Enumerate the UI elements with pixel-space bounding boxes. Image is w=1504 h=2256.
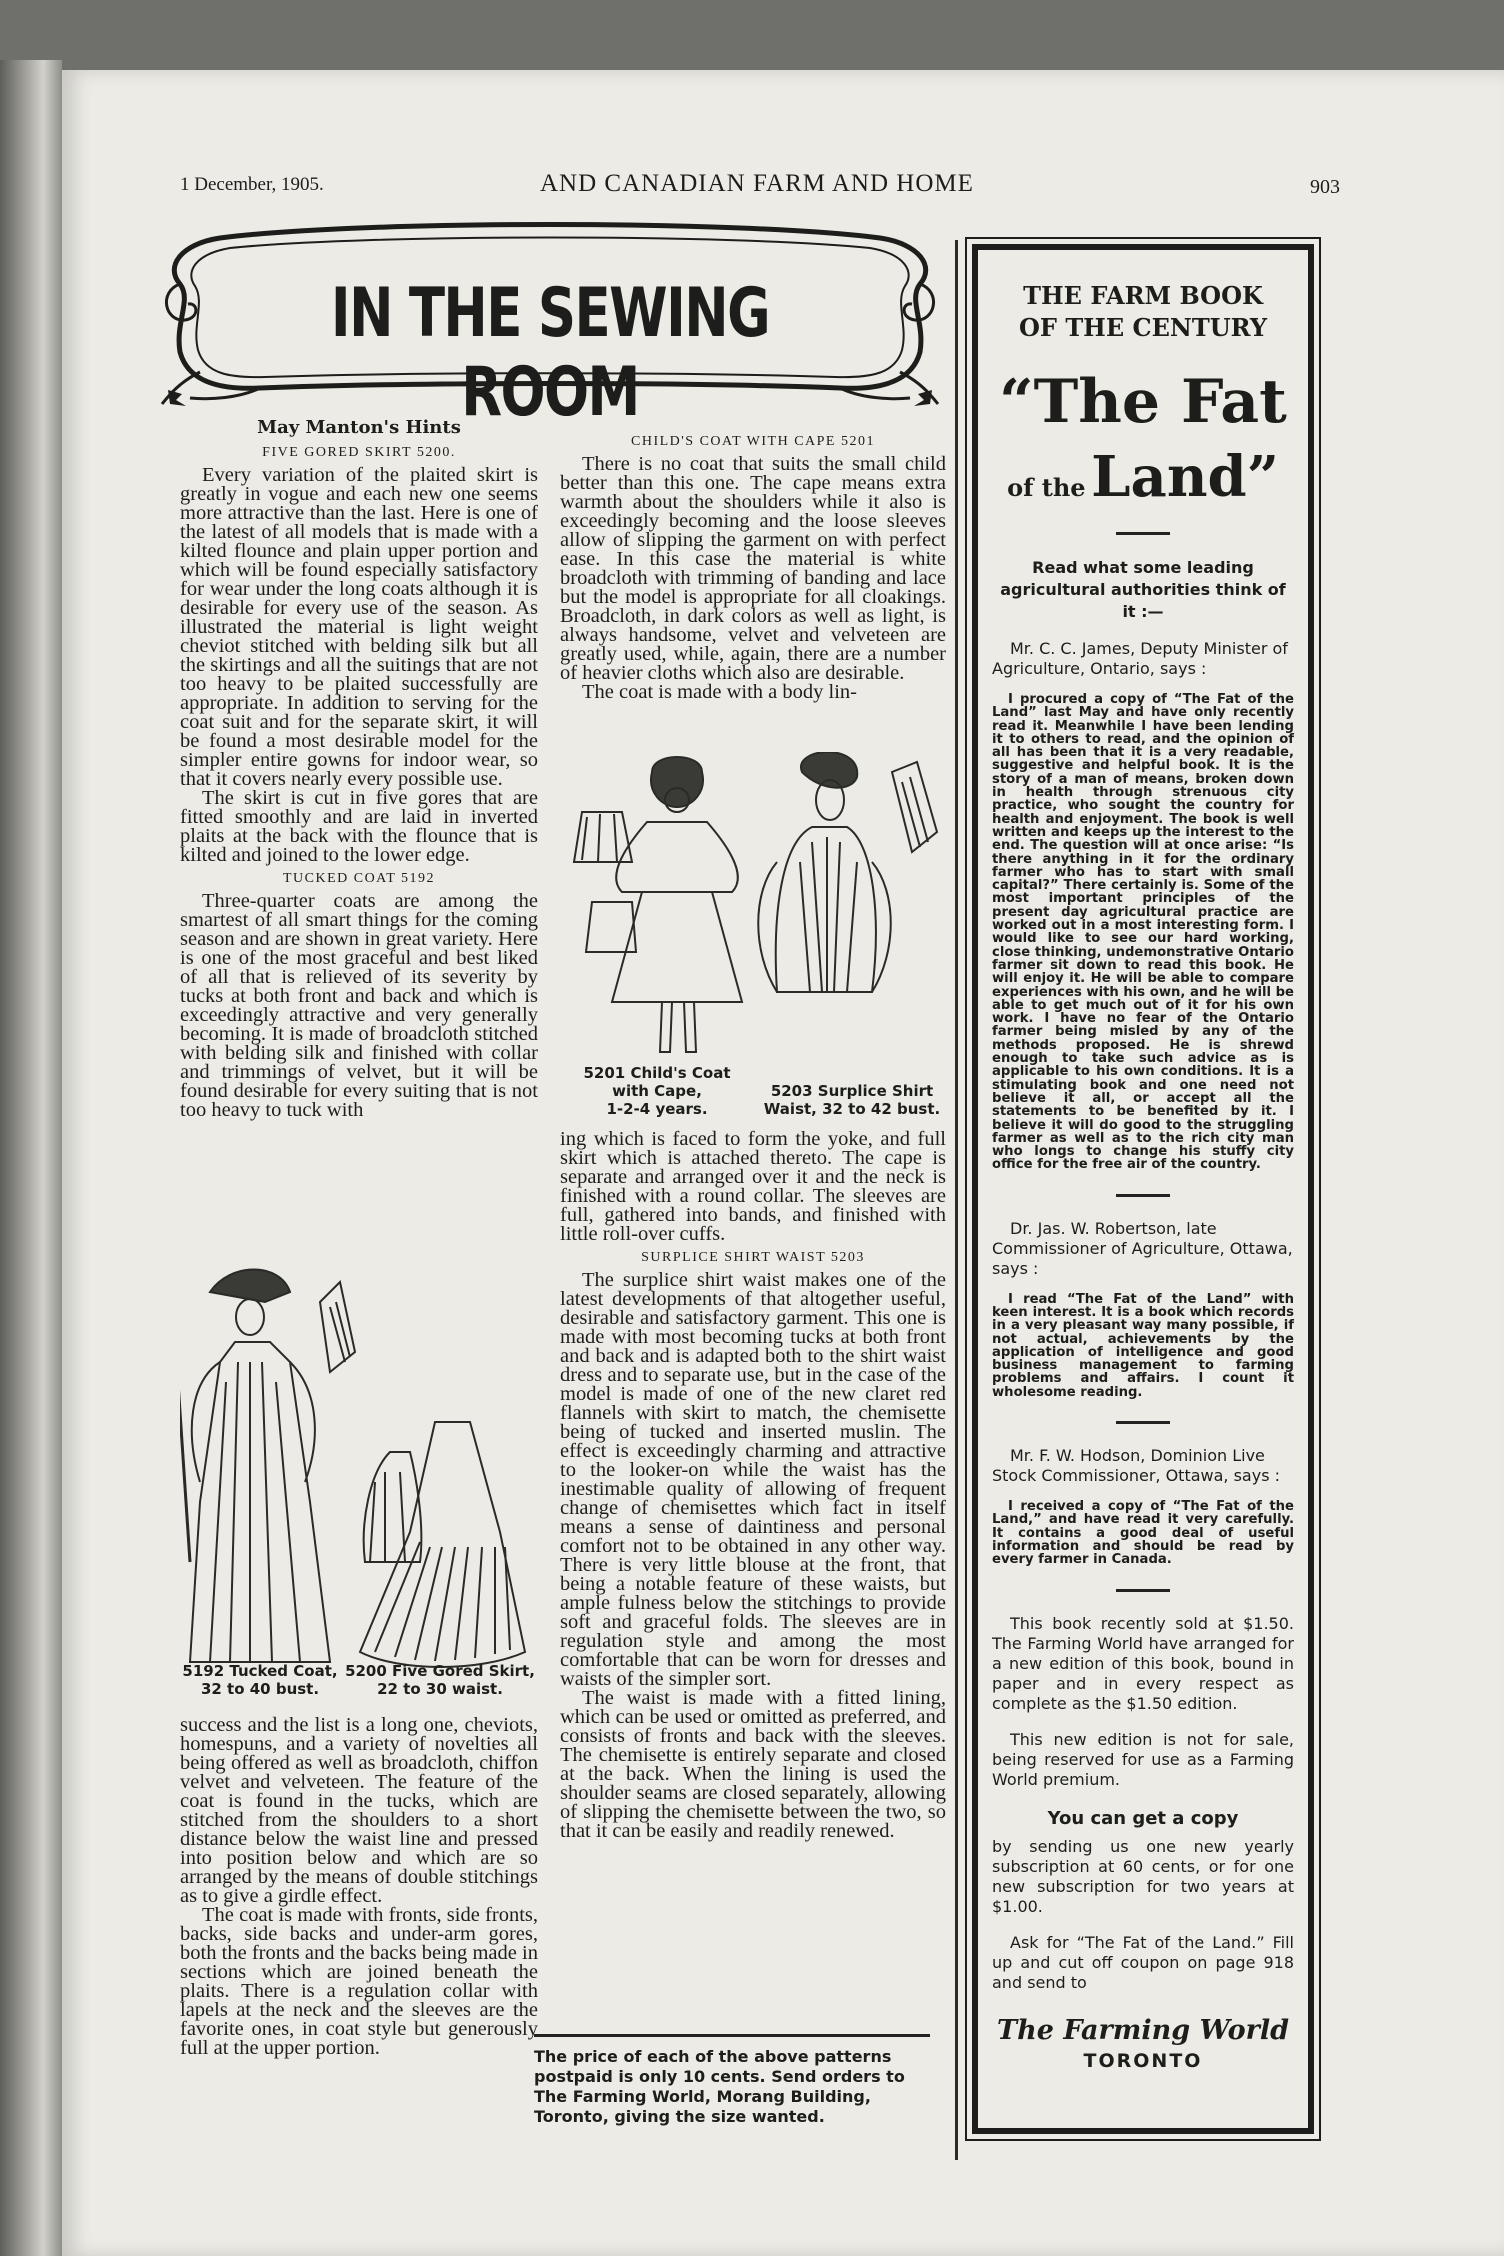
illustration-childs-coat-and-waist: [572, 752, 952, 1122]
publisher-city: TORONTO: [1083, 2049, 1203, 2072]
divider: [1116, 1194, 1170, 1197]
column-rule: [955, 240, 958, 2160]
sale-paragraph: This book recently sold at $1.50. The Farming World have arranged for a new edition of this book, bound in paper and in every respect as complete as the $1.50 edition.: [992, 1613, 1294, 1713]
column-left-continued: [180, 1716, 538, 2058]
subheading-childs-coat: CHILD'S COAT WITH CAPE 5201: [631, 434, 875, 449]
quote-robertson: I read “The Fat of the Land” with keen interest. It is a book which records in a very pleasant way many possible, if not actual, achievements by the application of intelligence and good business management to farming problems and affairs. I count it wholesome reading.: [992, 1291, 1294, 1400]
page-number: 903: [1310, 176, 1340, 198]
caption-line: 5201 Child's Coat: [583, 1064, 731, 1082]
get-copy-heading: You can get a copy: [1047, 1807, 1239, 1829]
illustration-tucked-coat-and-skirt: [180, 1262, 538, 1702]
caption-5203: [752, 1082, 952, 1118]
paragraph: Three-quarter coats are among the smartest of all smart things for the coming season and are shown in great variety. Here is one of the most graceful and best liked of all that is relieved of its severity by tucks at both front and back and which is exceedingly attractive and very generally becoming. It is made of broadcloth stitched with belding silk and finished with collar and trimmings of velvet, but it will be found desirable for every suiting that is not too heavy to tuck with: [180, 890, 538, 1121]
ad-heading-line: THE FARM BOOK: [1023, 281, 1263, 310]
section-heading: May Manton's Hints: [257, 417, 461, 438]
pattern-price-notice: The price of each of the above patterns postpaid is only 10 cents. Send orders to The Farming World, Morang Building, Toronto, giving the size wanted.: [534, 2034, 930, 2127]
ad-intro: Read what some leading agricultural authorities think of it :—: [1000, 558, 1286, 621]
sale-paragraph: by sending us one new yearly subscription at 60 cents, or for one new subscription for two years at $1.00.: [992, 1836, 1294, 1916]
endorser-james: Mr. C. C. James, Deputy Minister of Agriculture, Ontario, says :: [992, 639, 1288, 678]
divider: [1116, 532, 1170, 535]
caption-line: Waist, 32 to 42 bust.: [763, 1100, 941, 1118]
sale-paragraph: This new edition is not for sale, being reserved for use as a Farming World premium.: [992, 1729, 1294, 1789]
quote-james: I procured a copy of “The Fat of the Land” last May and have only recently read it. Meanwhile I have been lending it to others to read, and the opinion of all has been that it is a very readable, suggestive and helpful book. It is the story of a man of means, broken down in health through strenuous city practice, who sought the country for health and enjoyment. The book is well written and keeps up the interest to the end. The question will at once arise: “Is there anything in it for the ordinary farmer who has to start with small capital?” There certainly is. Some of the most important principles of the present day agricultural practice are worked out in a most interesting form. I would like to see our hard working, close thinking, undemonstrative Ontario farmer sit down to read this book. He will enjoy it. He will be able to compare experiences with his own, and he will be able to get much out of it for his own work. I have no fear of the Ontario farmer being misled by any of the methods proposed. He is shrewd enough to take such advice as is applicable to his own conditions. It is a stimulating book and one need not believe it all, or accept all the statements to be benefited by it. I believe it will do good to the struggling farmer as well as to the rich city man who longs to change his stuffy city office for the free air of the country.: [992, 692, 1294, 1173]
quote-hodson: I received a copy of “The Fat of the Land,” and have read it very carefully. It contains a good deal of useful information and should be read by every farmer in Canada.: [992, 1499, 1294, 1568]
caption-line: 5200 Five Gored Skirt,: [345, 1662, 535, 1680]
scan-border-top: [0, 0, 1504, 70]
paragraph: The waist is made with a fitted lining, which can be used or omitted as preferred, and consists of fronts and back with the sleeves. The chemisette is entirely separate and closed at the back. When the lining is used the shoulder seams are closed separately, allowing of slipping the chemisette between the two, so that it can be easily and readily renewed.: [560, 1687, 946, 1842]
caption-5200: [340, 1662, 540, 1698]
running-head: [180, 170, 1340, 204]
subheading-surplice-waist: SURPLICE SHIRT WAIST 5203: [641, 1250, 865, 1265]
caption-line: 5192 Tucked Coat,: [182, 1662, 338, 1680]
publisher-name: The Farming World: [997, 2014, 1289, 2046]
caption-line: 5203 Surplice Shirt: [770, 1082, 934, 1100]
paragraph: There is no coat that suits the small child better than this one. The cape means extra warmth about the shoulders while it also is exceedingly becoming and the loose sleeves allow of slipping the garment on with perfect ease. In this case the material is white broadcloth with trimming of banding and lace but the model is appropriate for all cloakings. Broadcloth, in dark colors as well as light, is always handsome, velvet and velveteen are greatly used, while, again, there are a number of heavier cloths which also are desirable.: [560, 453, 946, 684]
divider: [1116, 1589, 1170, 1592]
caption-5192: [180, 1662, 340, 1698]
column-left: [180, 418, 538, 1120]
paragraph: The skirt is cut in five gores that are fitted smoothly and are laid in inverted plaits at the back with the flounce that is kilted and joined to the lower edge.: [180, 787, 538, 866]
publication-title: AND CANADIAN FARM AND HOME: [540, 170, 974, 197]
binding-gutter: [0, 60, 62, 2256]
ad-heading: [992, 280, 1294, 344]
ad-heading-line: OF THE CENTURY: [1019, 313, 1267, 342]
paragraph: ing which is faced to form the yoke, and full skirt which is attached thereto. The cape is separate and arranged over it and the neck is finished with a round collar. The sleeves are full, gathered into bands, and finished with little roll-over cuffs.: [560, 1128, 946, 1245]
caption-line: 22 to 30 waist.: [377, 1680, 503, 1698]
book-title-line1: “The Fat: [999, 367, 1287, 437]
book-title-line2: [992, 444, 1294, 510]
book-title-big: Land”: [1091, 444, 1279, 510]
caption-line: 32 to 40 bust.: [200, 1680, 320, 1698]
caption-line: with Cape,: [612, 1082, 702, 1100]
subheading-five-gored-skirt: FIVE GORED SKIRT 5200.: [262, 445, 456, 460]
paragraph: The coat is made with fronts, side fronts, backs, side backs and under-arm gores, both the fronts and the backs being made in sections which are joined beneath the plaits. There is a regulation collar with lapels at the neck and the sleeves are the favorite ones, in coat style but generously full at the upper portion.: [180, 1904, 538, 2059]
paragraph: success and the list is a long one, cheviots, homespuns, and a variety of novelties all being offered as well as broadcloth, chiffon velvet and velveteen. The feature of the coat is found in the tucks, which are stitched from the shoulders to a short distance below the waist line and pressed into position below and which are so arranged by the means of double stitchings as to give a girdle effect.: [180, 1714, 538, 1907]
caption-line: 1-2-4 years.: [606, 1100, 708, 1118]
divider: [1116, 1421, 1170, 1424]
subheading-tucked-coat: TUCKED COAT 5192: [282, 871, 436, 886]
book-title-small: of the: [1007, 473, 1086, 502]
issue-date: 1 December, 1905.: [180, 174, 324, 195]
endorser-robertson: Dr. Jas. W. Robertson, late Commissioner of Agriculture, Ottawa, says :: [992, 1218, 1293, 1278]
paragraph: The surplice shirt waist makes one of the latest developments of that altogether useful, desirable and satisfactory garment. This one is made with most becoming tucks at both front and back and is adapted both to the shirt waist dress and to separate use, but in the case of the model is made of one of the new claret red flannels with skirt to match, the chemisette being of tucked and inserted muslin. The effect is exceedingly charming and attractive to the looker-on while the waist has the inestimable quality of allowing of frequent change of chemisettes which fact in itself means a sense of daintiness and personal comfort not to be obtained in any other way. There is very little blouse at the front, that being a notable feature of these waists, but ample fulness below the stitchings to provide soft and graceful folds. The sleeves are in regulation style and among the most comfortable that can be worn for dresses and waists of the simpler sort.: [560, 1269, 946, 1690]
advertisement-fat-of-the-land: [972, 244, 1314, 2134]
caption-5201: [572, 1064, 742, 1118]
banner-title: IN THE SEWING ROOM: [330, 274, 770, 432]
endorser-hodson: Mr. F. W. Hodson, Dominion Live Stock Commissioner, Ottawa, says :: [992, 1446, 1281, 1486]
fashion-plate-coat-icon: [180, 1262, 538, 1702]
paragraph: Every variation of the plaited skirt is greatly in vogue and each new one seems more attractive than the last. Here is one of the latest of all models that is made with a kilted flounce and plain upper portion and which will be found especially satisfactory for wear under the long coats although it is desirable for every use of the season. As illustrated the material is light weight cheviot stitched with belding silk but all the skirtings and all the suitings that are not too heavy to be plaited successfully are appropriate. In addition to serving for the coat suit and for the separate skirt, it will be found a most desirable model for the simpler entire gowns for indoor wear, so that it covers nearly every possible use.: [180, 464, 538, 790]
paragraph: The coat is made with a body lin-: [582, 681, 857, 703]
column-middle: [560, 428, 946, 702]
column-middle-continued: [560, 1130, 946, 1841]
sale-paragraph: Ask for “The Fat of the Land.” Fill up and cut off coupon on page 918 and send to: [992, 1932, 1294, 1992]
